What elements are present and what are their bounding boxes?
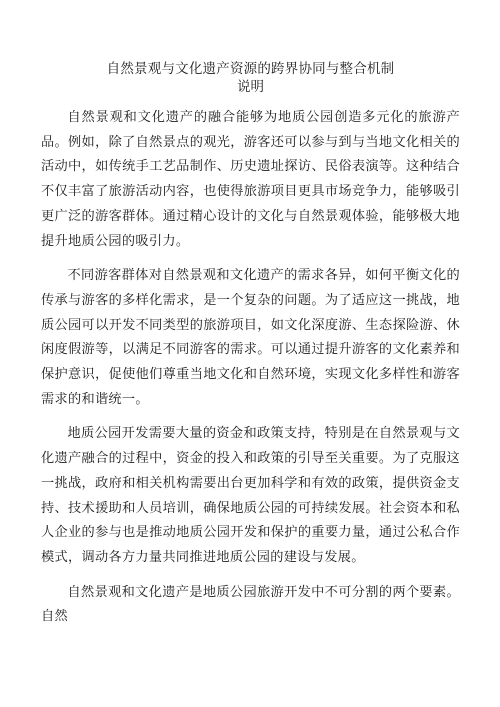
document-subtitle: 说明 bbox=[237, 79, 264, 95]
paragraph-2: 不同游客群体对自然景观和文化遗产的需求各异，如何平衡文化的传承与游客的多样化需求，是一个复杂的问题。为了适应这一挑战，地质公园可以开发不同类型的旅游项目，如文化深度游、生态探险游、休闲度假游等，以满足不同游客的需求。可以通过提升游客的文化素养和保护意识，促使他们尊重当地文化和自然环境，实现文化多样性和游客需求的和谐统一。 bbox=[41, 268, 460, 407]
paragraph-1: 自然景观和文化遗产的融合能够为地质公园创造多元化的旅游产品。例如，除了自然景点的观光，游客还可以参与到与当地文化相关的活动中，如传统手工艺品制作、历史遗址探访、民俗表演等。这种结合不仅丰富了旅游活动内容，也使得旅游项目更具市场竞争力，能够吸引更广泛的游客群体。通过精心设计的文化与自然景观体验，能够极大地提升地质公园的吸引力。 bbox=[41, 110, 460, 249]
paragraph-3: 地质公园开发需要大量的资金和政策支持，特别是在自然景观与文化遗产融合的过程中，资金的投入和政策的引导至关重要。为了克服这一挑战，政府和相关机构需要出台更加科学和有效的政策，提供资金支持、技术援助和人员培训，确保地质公园的可持续发展。社会资本和私人企业的参与也是推动地质公园开发和保护的重要力量，通过公私合作模式，调动各方力量共同推进地质公园的建设与发展。 bbox=[41, 426, 460, 565]
paragraph-4: 自然景观和文化遗产是地质公园旅游开发中不可分割的两个要素。自然 bbox=[41, 584, 460, 625]
document-title: 自然景观与文化遗产资源的跨界协同与整合机制 bbox=[106, 61, 395, 77]
